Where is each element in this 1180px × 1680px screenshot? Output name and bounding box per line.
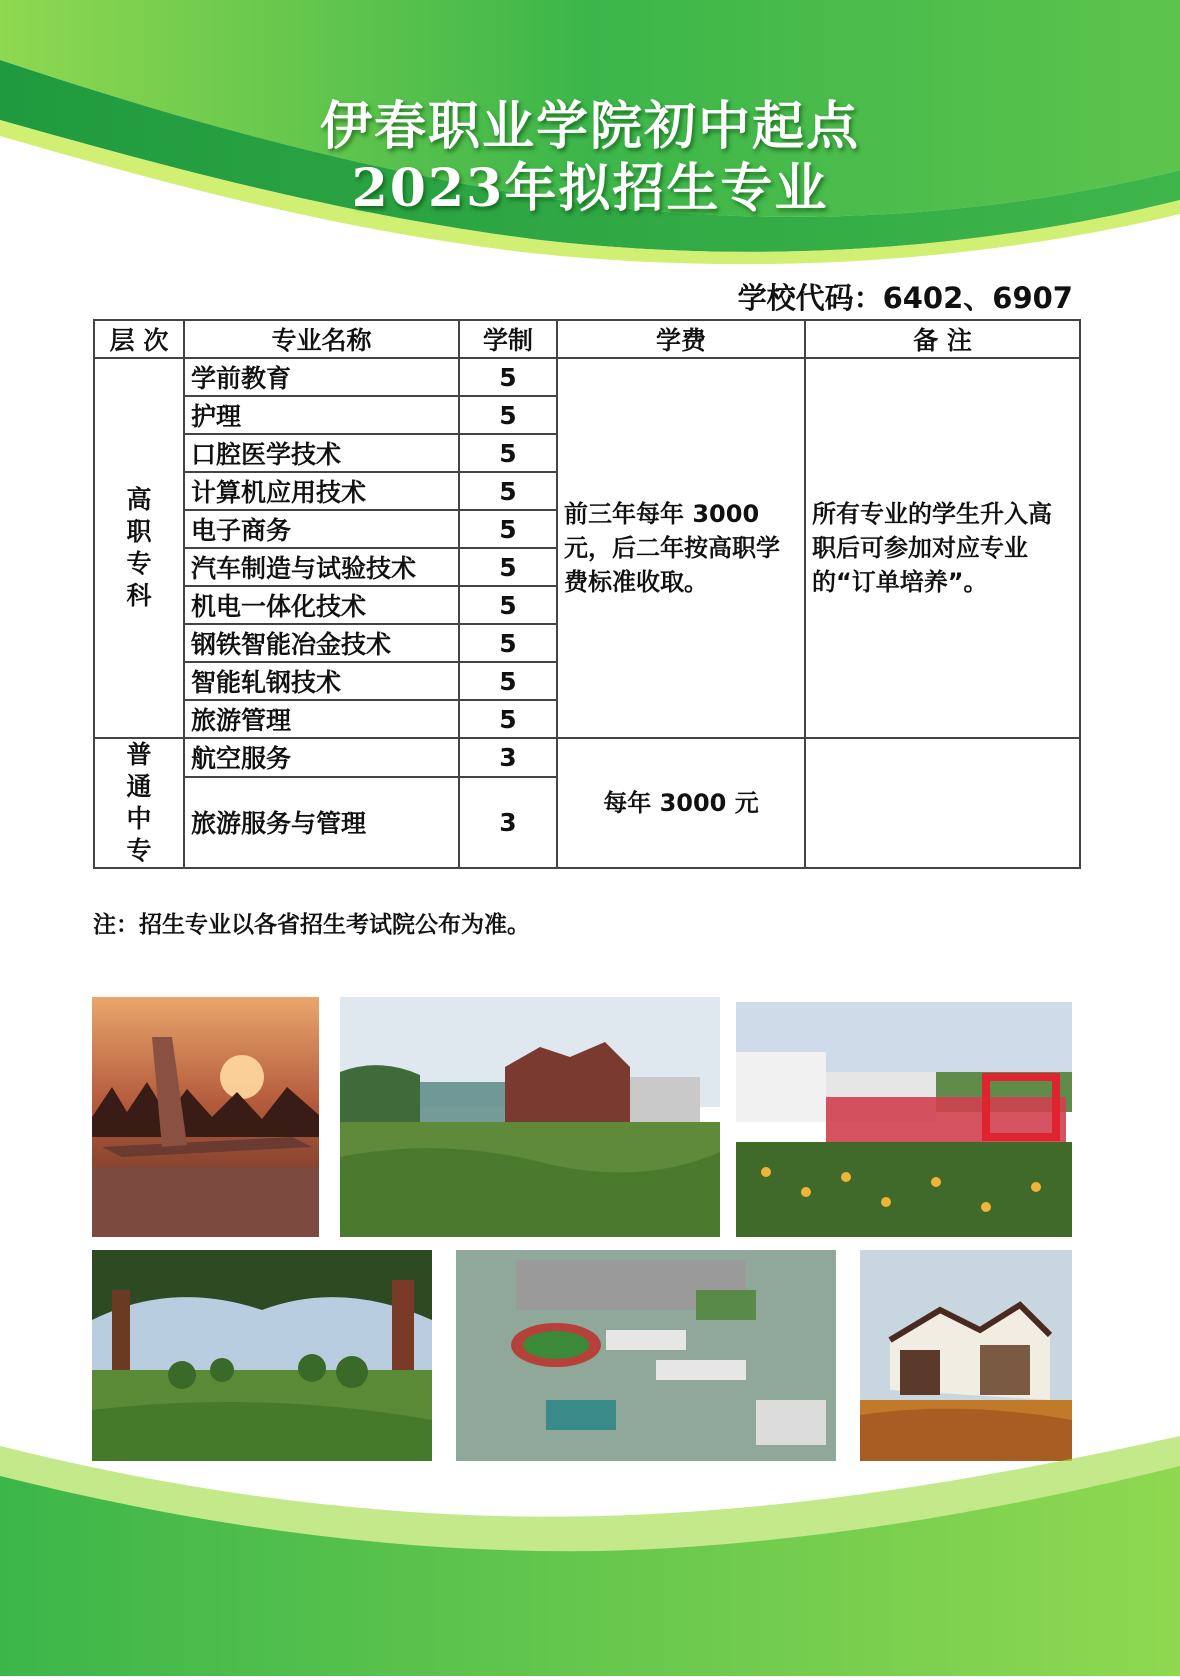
major-years: 5: [459, 624, 557, 662]
level-char: 专: [126, 836, 152, 865]
major-name: 汽车制造与试验技术: [184, 548, 459, 586]
major-name: 钢铁智能冶金技术: [184, 624, 459, 662]
major-name: 护理: [184, 396, 459, 434]
header-remarks: 备 注: [805, 320, 1080, 358]
level-char: 通: [126, 772, 152, 801]
header-major-name: 专业名称: [184, 320, 459, 358]
major-name: 学前教育: [184, 358, 459, 396]
major-years: 5: [459, 434, 557, 472]
major-years: 5: [459, 700, 557, 738]
major-years: 3: [459, 777, 557, 868]
major-years: 5: [459, 548, 557, 586]
major-name: 旅游管理: [184, 700, 459, 738]
school-code: 学校代码：6402、6907: [737, 281, 1073, 315]
major-years: 5: [459, 358, 557, 396]
poster-title-line2: 2023年拟招生专业: [351, 158, 829, 219]
level-char: 科: [126, 581, 152, 610]
level-cell-higher-vocational: [94, 358, 184, 738]
major-years: 5: [459, 472, 557, 510]
header-duration: 学制: [459, 320, 557, 358]
photo-campus-aerial: [456, 1250, 836, 1461]
header-level: 层 次: [94, 320, 184, 358]
header-tuition: 学费: [557, 320, 805, 358]
tuition-cell: 前三年每年 3000元，后二年按高职学费标准收取。: [557, 358, 805, 738]
poster-title-line1: 伊春职业学院初中起点: [319, 96, 860, 157]
major-years: 3: [459, 738, 557, 777]
major-years: 5: [459, 586, 557, 624]
major-name: 智能轧钢技术: [184, 662, 459, 700]
level-char: 中: [126, 804, 152, 833]
major-name: 电子商务: [184, 510, 459, 548]
tuition-cell: 每年 3000 元: [557, 738, 805, 868]
major-years: 5: [459, 396, 557, 434]
level-char: 普: [126, 740, 152, 769]
major-name: 口腔医学技术: [184, 434, 459, 472]
major-name: 旅游服务与管理: [184, 777, 459, 868]
level-char: 高: [126, 485, 152, 514]
photo-airplane-sunset: [92, 997, 319, 1237]
level-char: 专: [126, 549, 152, 578]
footer-banner: [0, 1436, 1180, 1676]
level-char: 职: [126, 517, 152, 546]
table-header-row: [94, 320, 1080, 358]
major-name: 航空服务: [184, 738, 459, 777]
major-name: 机电一体化技术: [184, 586, 459, 624]
majors-table: [93, 319, 1081, 869]
photo-campus-greenhouse: [340, 997, 720, 1237]
photo-playground-flowers: [736, 1002, 1072, 1237]
footer-wave-graphic: [0, 1436, 1180, 1676]
photo-tudor-building: [860, 1250, 1072, 1461]
major-years: 5: [459, 662, 557, 700]
footnote: 注：招生专业以各省招生考试院公布为准。: [93, 912, 530, 938]
photo-pine-garden: [92, 1250, 432, 1461]
remarks-cell: 所有专业的学生升入高职后可参加对应专业的“订单培养”。: [805, 358, 1080, 738]
major-years: 5: [459, 510, 557, 548]
remarks-cell-empty: [805, 738, 1080, 868]
level-cell-secondary: [94, 738, 184, 868]
table-row: [94, 738, 1080, 777]
major-name: 计算机应用技术: [184, 472, 459, 510]
table-row: [94, 358, 1080, 396]
